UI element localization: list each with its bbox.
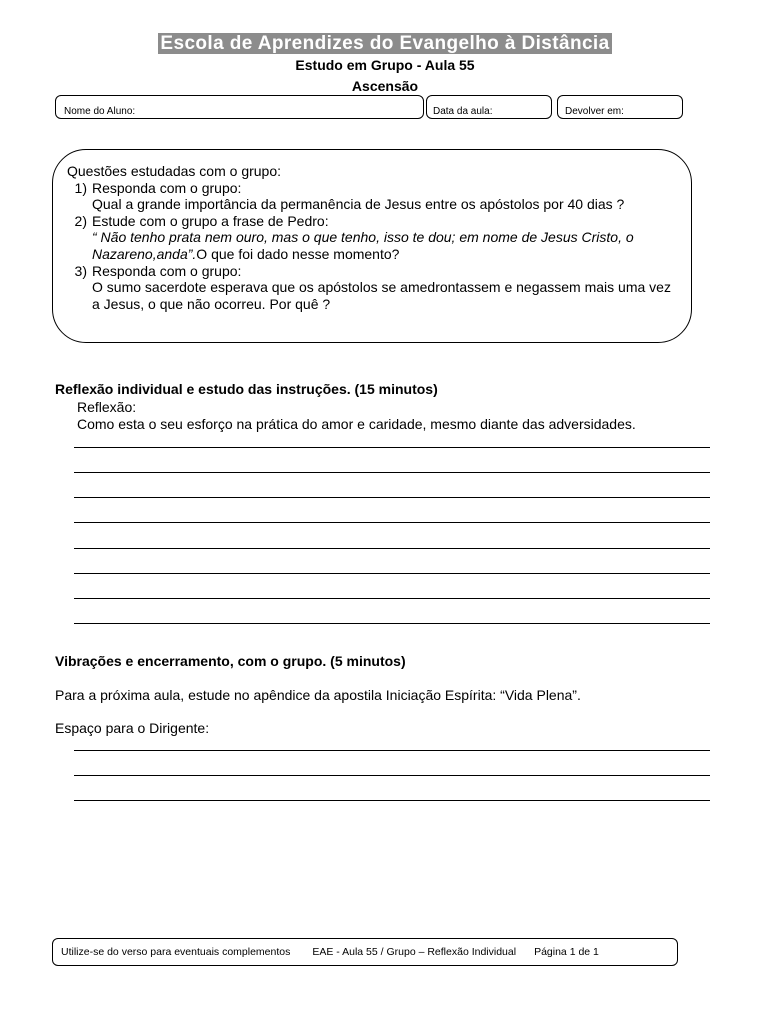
- answer-line[interactable]: [74, 522, 710, 523]
- question-number: 3): [74, 262, 87, 279]
- director-line[interactable]: [74, 750, 710, 751]
- question-number: 1): [74, 179, 87, 196]
- reflection-prompt: Como esta o seu esforço na prática do amor e caridade, mesmo diante das adversidades.: [77, 416, 636, 432]
- question-number: 2): [74, 212, 87, 229]
- return-date-field[interactable]: [557, 95, 683, 119]
- question-item: [63, 213, 673, 230]
- question-text: Qual a grande importância da permanência de Jesus entre os apóstolos por 40 dias ?: [92, 196, 625, 213]
- reflection-title: Reflexão individual e estudo das instruções. (15 minutos): [55, 381, 438, 397]
- reflection-label: Reflexão:: [77, 399, 137, 415]
- school-banner: [0, 33, 770, 57]
- answer-line[interactable]: [74, 548, 710, 549]
- question-instruction: Responda com o grupo:: [92, 179, 242, 196]
- director-line[interactable]: [74, 775, 710, 776]
- answer-line[interactable]: [74, 497, 710, 498]
- question-text: O sumo sacerdote esperava que os apóstolos se amedrontassem e negassem mais uma vez a Jesus, o que não ocorreu. Por quê ?: [92, 279, 671, 312]
- footer-page-number: Página 1 de 1: [534, 946, 599, 958]
- questions-box: [52, 149, 692, 343]
- class-date-field[interactable]: [426, 95, 552, 119]
- page-topic: Ascensão: [351, 78, 419, 94]
- closing-title: Vibrações e encerramento, com o grupo. (5 minutos): [55, 653, 406, 669]
- question-quote-block: [63, 229, 673, 262]
- return-date-label: Devolver em:: [565, 106, 624, 117]
- page-subtitle: Estudo em Grupo - Aula 55: [295, 57, 475, 73]
- question-item: [63, 263, 673, 280]
- footer-note: Utilize-se do verso para eventuais complementos: [61, 946, 291, 958]
- school-title: Escola de Aprendizes do Evangelho à Distância: [160, 33, 610, 54]
- page-footer: [52, 938, 678, 966]
- student-name-field[interactable]: [55, 95, 424, 119]
- footer-course: EAE - Aula 55 / Grupo – Reflexão Individual: [312, 946, 517, 958]
- director-line[interactable]: [74, 800, 710, 801]
- questions-heading: Questões estudadas com o grupo:: [67, 163, 282, 179]
- student-name-label: Nome do Aluno:: [64, 106, 136, 117]
- answer-line[interactable]: [74, 472, 710, 473]
- question-instruction: Estude com o grupo a frase de Pedro:: [92, 212, 329, 229]
- director-label: Espaço para o Dirigente:: [55, 720, 210, 736]
- question-instruction: Responda com o grupo:: [92, 262, 242, 279]
- answer-line[interactable]: [74, 598, 710, 599]
- class-date-label: Data da aula:: [433, 106, 493, 117]
- answer-line[interactable]: [74, 447, 710, 448]
- next-class-note: Para a próxima aula, estude no apêndice da apostila Iniciação Espírita: “Vida Plena”.: [55, 687, 581, 703]
- question-text: O que foi dado nesse momento?: [196, 245, 400, 262]
- question-item: [63, 180, 673, 197]
- question-quote: “ Não tenho prata nem ouro, mas o que tenho, isso te dou; em nome de Jesus Cristo, o Nazareno,anda”.: [92, 229, 634, 262]
- answer-line[interactable]: [74, 573, 710, 574]
- answer-line[interactable]: [74, 623, 710, 624]
